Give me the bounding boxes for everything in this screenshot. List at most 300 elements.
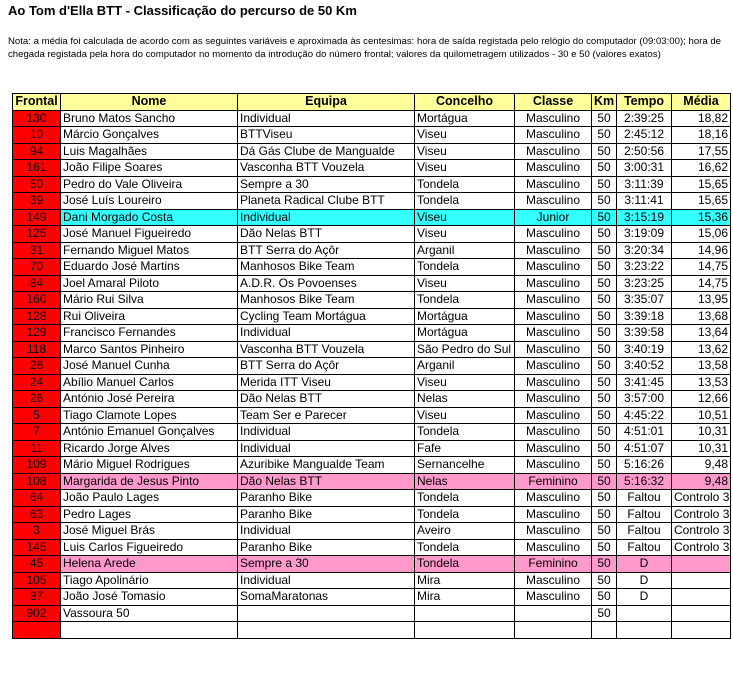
cell-media: 17,55 xyxy=(672,143,731,160)
cell-media: 14,96 xyxy=(672,242,731,259)
cell-concelho: Viseu xyxy=(415,160,515,177)
cell-concelho: Arganil xyxy=(415,358,515,375)
header-tempo: Tempo xyxy=(617,94,672,111)
cell-tempo xyxy=(617,622,672,639)
cell-nome: Márcio Gonçalves xyxy=(61,127,238,144)
cell-classe: Masculino xyxy=(515,259,592,276)
cell-concelho: Tondela xyxy=(415,424,515,441)
cell-tempo: D xyxy=(617,589,672,606)
cell-concelho xyxy=(415,605,515,622)
cell-classe: Masculino xyxy=(515,440,592,457)
cell-km: 50 xyxy=(592,209,617,226)
cell-classe: Masculino xyxy=(515,539,592,556)
cell-frontal: 130 xyxy=(13,110,61,127)
cell-classe xyxy=(515,605,592,622)
cell-equipa: Individual xyxy=(238,523,415,540)
cell-concelho: Tondela xyxy=(415,490,515,507)
cell-km xyxy=(592,622,617,639)
table-row xyxy=(13,358,731,375)
cell-tempo: 3:19:09 xyxy=(617,226,672,243)
cell-equipa xyxy=(238,622,415,639)
cell-classe: Masculino xyxy=(515,572,592,589)
cell-km: 50 xyxy=(592,556,617,573)
cell-equipa: Paranho Bike xyxy=(238,539,415,556)
cell-concelho: Mortágua xyxy=(415,308,515,325)
table-row xyxy=(13,605,731,622)
cell-concelho: Tondela xyxy=(415,506,515,523)
cell-concelho: São Pedro do Sul xyxy=(415,341,515,358)
cell-km: 50 xyxy=(592,110,617,127)
cell-nome: João Filipe Soares xyxy=(61,160,238,177)
cell-nome: Ricardo Jorge Alves xyxy=(61,440,238,457)
cell-km: 50 xyxy=(592,572,617,589)
cell-nome: Luis Magalhães xyxy=(61,143,238,160)
cell-equipa: Individual xyxy=(238,572,415,589)
cell-km: 50 xyxy=(592,523,617,540)
table-row xyxy=(13,374,731,391)
cell-km: 50 xyxy=(592,407,617,424)
table-row xyxy=(13,457,731,474)
cell-km: 50 xyxy=(592,226,617,243)
cell-frontal: 5 xyxy=(13,407,61,424)
cell-tempo: D xyxy=(617,556,672,573)
cell-classe: Masculino xyxy=(515,391,592,408)
cell-frontal: 94 xyxy=(13,143,61,160)
cell-tempo: 3:57:00 xyxy=(617,391,672,408)
cell-media xyxy=(672,622,731,639)
cell-frontal: 64 xyxy=(13,490,61,507)
cell-nome: Bruno Matos Sancho xyxy=(61,110,238,127)
cell-tempo: 2:45:12 xyxy=(617,127,672,144)
cell-media: 18,82 xyxy=(672,110,731,127)
cell-nome: Tiago Apolinário xyxy=(61,572,238,589)
cell-media: 10,31 xyxy=(672,424,731,441)
cell-classe: Masculino xyxy=(515,490,592,507)
table-row xyxy=(13,143,731,160)
cell-media xyxy=(672,556,731,573)
table-header-row xyxy=(13,94,731,111)
cell-equipa: Dão Nelas BTT xyxy=(238,226,415,243)
cell-equipa: Dá Gás Clube de Mangualde xyxy=(238,143,415,160)
cell-tempo: D xyxy=(617,572,672,589)
cell-classe: Masculino xyxy=(515,407,592,424)
cell-equipa: Individual xyxy=(238,110,415,127)
cell-media: 13,68 xyxy=(672,308,731,325)
cell-concelho: Tondela xyxy=(415,292,515,309)
cell-media: 15,65 xyxy=(672,176,731,193)
cell-concelho: Tondela xyxy=(415,259,515,276)
cell-classe: Masculino xyxy=(515,110,592,127)
header-classe: Classe xyxy=(515,94,592,111)
cell-classe: Feminino xyxy=(515,473,592,490)
cell-concelho: Mira xyxy=(415,589,515,606)
cell-frontal: 24 xyxy=(13,374,61,391)
cell-media: 13,58 xyxy=(672,358,731,375)
cell-classe: Masculino xyxy=(515,176,592,193)
cell-equipa: SomaMaratonas xyxy=(238,589,415,606)
cell-equipa: Vasconha BTT Vouzela xyxy=(238,341,415,358)
cell-classe: Masculino xyxy=(515,275,592,292)
cell-tempo: Faltou xyxy=(617,539,672,556)
cell-nome: Tiago Clamote Lopes xyxy=(61,407,238,424)
cell-concelho: Viseu xyxy=(415,275,515,292)
cell-nome: Joel Amaral Piloto xyxy=(61,275,238,292)
cell-tempo: 4:51:07 xyxy=(617,440,672,457)
cell-km: 50 xyxy=(592,473,617,490)
cell-frontal: 118 xyxy=(13,341,61,358)
cell-km: 50 xyxy=(592,341,617,358)
cell-equipa: Merida ITT Viseu xyxy=(238,374,415,391)
cell-frontal xyxy=(13,622,61,639)
cell-nome: Rui Oliveira xyxy=(61,308,238,325)
cell-classe: Masculino xyxy=(515,523,592,540)
table-row xyxy=(13,160,731,177)
table-row xyxy=(13,424,731,441)
cell-concelho: Arganil xyxy=(415,242,515,259)
cell-media: 15,65 xyxy=(672,193,731,210)
table-row xyxy=(13,556,731,573)
cell-km: 50 xyxy=(592,490,617,507)
cell-classe: Masculino xyxy=(515,589,592,606)
cell-frontal: 26 xyxy=(13,391,61,408)
cell-tempo: 3:20:34 xyxy=(617,242,672,259)
cell-classe: Masculino xyxy=(515,292,592,309)
cell-tempo: 5:16:32 xyxy=(617,473,672,490)
cell-concelho: Fafe xyxy=(415,440,515,457)
cell-frontal: 28 xyxy=(13,358,61,375)
table-row xyxy=(13,275,731,292)
cell-concelho: Nelas xyxy=(415,473,515,490)
cell-nome xyxy=(61,622,238,639)
cell-km: 50 xyxy=(592,506,617,523)
cell-concelho: Mortágua xyxy=(415,110,515,127)
cell-tempo: 3:15:19 xyxy=(617,209,672,226)
cell-equipa: Paranho Bike xyxy=(238,506,415,523)
header-concelho: Concelho xyxy=(415,94,515,111)
cell-nome: Eduardo José Martins xyxy=(61,259,238,276)
cell-frontal: 70 xyxy=(13,259,61,276)
cell-concelho: Tondela xyxy=(415,176,515,193)
table-row xyxy=(13,226,731,243)
cell-frontal: 39 xyxy=(13,193,61,210)
cell-classe: Masculino xyxy=(515,308,592,325)
table-row xyxy=(13,490,731,507)
cell-nome: João Paulo Lages xyxy=(61,490,238,507)
cell-km: 50 xyxy=(592,440,617,457)
cell-tempo: 3:39:58 xyxy=(617,325,672,342)
header-equipa: Equipa xyxy=(238,94,415,111)
cell-concelho: Mortágua xyxy=(415,325,515,342)
cell-km: 50 xyxy=(592,259,617,276)
cell-km: 50 xyxy=(592,391,617,408)
cell-media: 10,31 xyxy=(672,440,731,457)
cell-classe: Masculino xyxy=(515,160,592,177)
cell-media xyxy=(672,589,731,606)
cell-nome: Luis Carlos Figueiredo xyxy=(61,539,238,556)
cell-frontal: 149 xyxy=(13,209,61,226)
cell-km: 50 xyxy=(592,424,617,441)
table-row xyxy=(13,259,731,276)
cell-concelho: Aveiro xyxy=(415,523,515,540)
cell-tempo: 3:40:19 xyxy=(617,341,672,358)
cell-media: 13,53 xyxy=(672,374,731,391)
cell-frontal: 7 xyxy=(13,424,61,441)
table-row xyxy=(13,308,731,325)
cell-nome: Vassoura 50 xyxy=(61,605,238,622)
cell-concelho: Tondela xyxy=(415,539,515,556)
cell-equipa: Individual xyxy=(238,440,415,457)
cell-frontal: 145 xyxy=(13,539,61,556)
table-row xyxy=(13,193,731,210)
cell-tempo: 3:23:22 xyxy=(617,259,672,276)
cell-concelho: Viseu xyxy=(415,127,515,144)
cell-concelho: Tondela xyxy=(415,556,515,573)
cell-media: 13,95 xyxy=(672,292,731,309)
cell-media: 14,75 xyxy=(672,275,731,292)
cell-equipa: Sempre a 30 xyxy=(238,176,415,193)
cell-km: 50 xyxy=(592,539,617,556)
cell-equipa: Sempre a 30 xyxy=(238,556,415,573)
cell-concelho: Nelas xyxy=(415,391,515,408)
cell-nome: João José Tomasio xyxy=(61,589,238,606)
table-row xyxy=(13,325,731,342)
header-media: Média xyxy=(672,94,731,111)
cell-equipa: BTTViseu xyxy=(238,127,415,144)
table-row xyxy=(13,341,731,358)
cell-tempo xyxy=(617,605,672,622)
cell-equipa xyxy=(238,605,415,622)
cell-km: 50 xyxy=(592,275,617,292)
cell-frontal: 50 xyxy=(13,176,61,193)
cell-equipa: Individual xyxy=(238,325,415,342)
cell-nome: Abílio Manuel Carlos xyxy=(61,374,238,391)
header-nome: Nome xyxy=(61,94,238,111)
cell-media: 10,51 xyxy=(672,407,731,424)
cell-nome: Mário Rui Silva xyxy=(61,292,238,309)
cell-frontal: 45 xyxy=(13,556,61,573)
cell-classe: Masculino xyxy=(515,424,592,441)
cell-classe: Masculino xyxy=(515,358,592,375)
cell-equipa: BTT Serra do Açôr xyxy=(238,242,415,259)
cell-equipa: Planeta Radical Clube BTT xyxy=(238,193,415,210)
cell-frontal: 128 xyxy=(13,308,61,325)
cell-tempo: 3:41:45 xyxy=(617,374,672,391)
cell-media: 15,06 xyxy=(672,226,731,243)
cell-frontal: 11 xyxy=(13,440,61,457)
cell-frontal: 31 xyxy=(13,242,61,259)
cell-equipa: Manhosos Bike Team xyxy=(238,259,415,276)
calculation-note: Nota: a média foi calculada de acordo com as seguintes variáveis e aproximada às centesimas: hora de saída registada pelo relógio do computador (09:03:00); hora de chegada registada pela hora do computador no momento da introdução do número frontal; valores da quilometragem utilizados - 30 e 50 (valores exatos) xyxy=(8,36,722,60)
table-row xyxy=(13,127,731,144)
cell-km: 50 xyxy=(592,605,617,622)
header-km: Km xyxy=(592,94,617,111)
cell-media xyxy=(672,605,731,622)
cell-tempo: 3:23:25 xyxy=(617,275,672,292)
cell-media: 14,75 xyxy=(672,259,731,276)
cell-classe: Masculino xyxy=(515,226,592,243)
table-row xyxy=(13,391,731,408)
cell-km: 50 xyxy=(592,292,617,309)
cell-frontal: 125 xyxy=(13,226,61,243)
table-row xyxy=(13,242,731,259)
cell-classe: Masculino xyxy=(515,457,592,474)
cell-frontal: 63 xyxy=(13,506,61,523)
cell-km: 50 xyxy=(592,242,617,259)
cell-frontal: 160 xyxy=(13,292,61,309)
table-row xyxy=(13,622,731,639)
cell-equipa: Azuribike Mangualde Team xyxy=(238,457,415,474)
cell-frontal: 105 xyxy=(13,572,61,589)
table-row xyxy=(13,407,731,424)
cell-tempo: 3:35:07 xyxy=(617,292,672,309)
cell-equipa: Dão Nelas BTT xyxy=(238,391,415,408)
cell-concelho: Viseu xyxy=(415,374,515,391)
cell-nome: José Manuel Cunha xyxy=(61,358,238,375)
cell-nome: José Miguel Brás xyxy=(61,523,238,540)
cell-frontal: 3 xyxy=(13,523,61,540)
cell-concelho: Tondela xyxy=(415,193,515,210)
cell-tempo: Faltou xyxy=(617,506,672,523)
cell-concelho xyxy=(415,622,515,639)
cell-tempo: 2:39:25 xyxy=(617,110,672,127)
cell-nome: José Manuel Figueiredo xyxy=(61,226,238,243)
cell-nome: José Luís Loureiro xyxy=(61,193,238,210)
cell-classe: Masculino xyxy=(515,193,592,210)
cell-nome: Pedro do Vale Oliveira xyxy=(61,176,238,193)
cell-km: 50 xyxy=(592,358,617,375)
page-title: Ao Tom d'Ella BTT - Classificação do percurso de 50 Km xyxy=(8,3,357,18)
cell-tempo: 2:50:56 xyxy=(617,143,672,160)
cell-equipa: Dão Nelas BTT xyxy=(238,473,415,490)
table-row xyxy=(13,572,731,589)
cell-frontal: 10 xyxy=(13,127,61,144)
table-row xyxy=(13,539,731,556)
table-row xyxy=(13,110,731,127)
cell-nome: António José Pereira xyxy=(61,391,238,408)
cell-nome: Pedro Lages xyxy=(61,506,238,523)
cell-concelho: Viseu xyxy=(415,143,515,160)
table-row xyxy=(13,523,731,540)
cell-km: 50 xyxy=(592,127,617,144)
cell-equipa: Individual xyxy=(238,209,415,226)
cell-equipa: Paranho Bike xyxy=(238,490,415,507)
cell-media xyxy=(672,572,731,589)
cell-tempo: Faltou xyxy=(617,490,672,507)
table-row xyxy=(13,506,731,523)
cell-tempo: 4:45:22 xyxy=(617,407,672,424)
cell-media: Controlo 3 xyxy=(672,523,731,540)
cell-km: 50 xyxy=(592,193,617,210)
cell-km: 50 xyxy=(592,325,617,342)
table-row xyxy=(13,440,731,457)
cell-media: 16,62 xyxy=(672,160,731,177)
cell-media: 13,62 xyxy=(672,341,731,358)
table-row xyxy=(13,209,731,226)
cell-concelho: Sernancelhe xyxy=(415,457,515,474)
table-row xyxy=(13,589,731,606)
cell-tempo: 3:11:39 xyxy=(617,176,672,193)
cell-classe xyxy=(515,622,592,639)
cell-concelho: Viseu xyxy=(415,407,515,424)
cell-km: 50 xyxy=(592,374,617,391)
table-row xyxy=(13,176,731,193)
results-body xyxy=(13,110,731,638)
cell-media: Controlo 3 xyxy=(672,506,731,523)
cell-tempo: 3:11:41 xyxy=(617,193,672,210)
table-row xyxy=(13,473,731,490)
cell-media: 13,64 xyxy=(672,325,731,342)
cell-nome: Helena Arede xyxy=(61,556,238,573)
cell-nome: António Emanuel Gonçalves xyxy=(61,424,238,441)
cell-frontal: 84 xyxy=(13,275,61,292)
cell-classe: Feminino xyxy=(515,556,592,573)
cell-media: 9,48 xyxy=(672,473,731,490)
cell-equipa: Manhosos Bike Team xyxy=(238,292,415,309)
cell-nome: Fernando Miguel Matos xyxy=(61,242,238,259)
cell-equipa: Cycling Team Mortágua xyxy=(238,308,415,325)
cell-media: 15,36 xyxy=(672,209,731,226)
table-row xyxy=(13,292,731,309)
cell-tempo: Faltou xyxy=(617,523,672,540)
cell-classe: Junior xyxy=(515,209,592,226)
cell-media: Controlo 3 xyxy=(672,539,731,556)
cell-media: Controlo 3 xyxy=(672,490,731,507)
cell-tempo: 3:00:31 xyxy=(617,160,672,177)
cell-tempo: 4:51:01 xyxy=(617,424,672,441)
cell-classe: Masculino xyxy=(515,127,592,144)
cell-frontal: 902 xyxy=(13,605,61,622)
cell-media: 18,16 xyxy=(672,127,731,144)
cell-frontal: 161 xyxy=(13,160,61,177)
cell-km: 50 xyxy=(592,143,617,160)
cell-classe: Masculino xyxy=(515,506,592,523)
cell-equipa: BTT Serra do Açôr xyxy=(238,358,415,375)
cell-equipa: Individual xyxy=(238,424,415,441)
cell-km: 50 xyxy=(592,457,617,474)
cell-frontal: 129 xyxy=(13,325,61,342)
cell-tempo: 5:16:26 xyxy=(617,457,672,474)
cell-concelho: Viseu xyxy=(415,209,515,226)
cell-classe: Masculino xyxy=(515,325,592,342)
cell-classe: Masculino xyxy=(515,374,592,391)
cell-equipa: A.D.R. Os Povoenses xyxy=(238,275,415,292)
cell-classe: Masculino xyxy=(515,242,592,259)
cell-frontal: 108 xyxy=(13,473,61,490)
header-frontal: Frontal xyxy=(13,94,61,111)
cell-km: 50 xyxy=(592,308,617,325)
cell-frontal: 109 xyxy=(13,457,61,474)
cell-equipa: Team Ser e Parecer xyxy=(238,407,415,424)
cell-tempo: 3:40:52 xyxy=(617,358,672,375)
cell-km: 50 xyxy=(592,176,617,193)
cell-nome: Mário Miguel Rodrigues xyxy=(61,457,238,474)
cell-tempo: 3:39:18 xyxy=(617,308,672,325)
cell-nome: Dani Morgado Costa xyxy=(61,209,238,226)
cell-frontal: 37 xyxy=(13,589,61,606)
results-table xyxy=(12,93,731,639)
cell-nome: Marco Santos Pinheiro xyxy=(61,341,238,358)
cell-concelho: Viseu xyxy=(415,226,515,243)
cell-km: 50 xyxy=(592,160,617,177)
cell-equipa: Vasconha BTT Vouzela xyxy=(238,160,415,177)
cell-concelho: Mira xyxy=(415,572,515,589)
cell-media: 9,48 xyxy=(672,457,731,474)
cell-nome: Margarida de Jesus Pinto xyxy=(61,473,238,490)
cell-classe: Masculino xyxy=(515,143,592,160)
cell-km: 50 xyxy=(592,589,617,606)
cell-nome: Francisco Fernandes xyxy=(61,325,238,342)
cell-classe: Masculino xyxy=(515,341,592,358)
